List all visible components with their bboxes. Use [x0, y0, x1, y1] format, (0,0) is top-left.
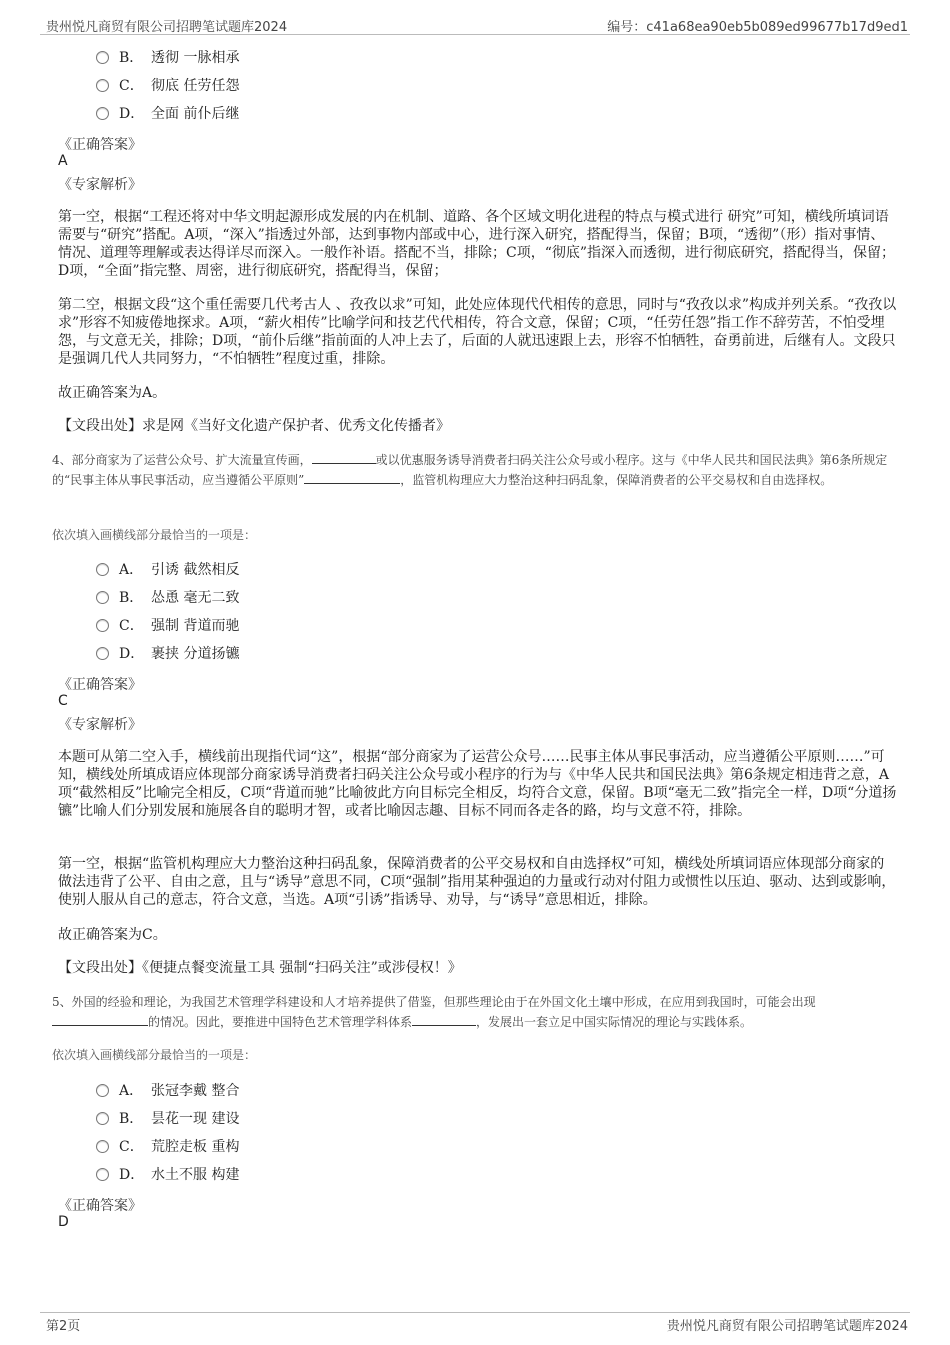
q4-instruction: 依次填入画横线部分最恰当的一项是：	[52, 528, 257, 542]
blank-2	[412, 1013, 476, 1026]
q4-option-b[interactable]: B． 怂恿 毫无二致	[96, 588, 239, 608]
radio-icon[interactable]	[96, 619, 109, 632]
q4-option-d[interactable]: D． 裹挟 分道扬镳	[96, 644, 239, 664]
radio-icon[interactable]	[96, 591, 109, 604]
q5-option-a[interactable]: A． 张冠李戴 整合	[96, 1081, 239, 1101]
q5-option-c[interactable]: C． 荒腔走板 重构	[96, 1137, 239, 1157]
q5-option-b[interactable]: B． 昙花一现 建设	[96, 1109, 239, 1129]
radio-icon[interactable]	[96, 1140, 109, 1153]
q4-analysis-label: 《专家解析》	[58, 717, 142, 733]
q4-option-a[interactable]: A． 引诱 截然相反	[96, 560, 239, 580]
radio-icon[interactable]	[96, 1084, 109, 1097]
q3-analysis-paragraph-1: 第一空，根据“工程还将对中华文明起源形成发展的内在机制、道路、各个区域文明化进程的特点与模式进行 研究”可知，横线所填词语需要与“研究”搭配。A项，“深入”指透过外部，达到事物内部或中心，进行深入研究，搭配得当，保留；B项，“透彻”（形）指对事情、情况、道理等理解或表达得详尽而深入。一般作补语。搭配不当，排除；C项，“彻底”指深入而透彻，进行彻底研究，搭配得当，保留；D项，“全面”指完整、周密，进行彻底研究，搭配得当，保留；	[58, 209, 896, 279]
radio-icon[interactable]	[96, 51, 109, 64]
q4-answer: C	[58, 693, 68, 709]
q4-source	[58, 959, 898, 977]
q3-conclusion: 故正确答案为A。	[58, 385, 167, 401]
q5-answer-label: 《正确答案》	[58, 1198, 142, 1214]
footer-title: 贵州悦凡商贸有限公司招聘笔试题库2024	[666, 1319, 908, 1334]
q4-analysis-paragraph-1: 本题可从第二空入手，横线前出现指代词“这”，根据“部分商家为了运营公众号……民事主体从事民事活动，应当遵循公平原则……”可知，横线处所填成语应体现部分商家诱导消费者扫码关注公众号或小程序的行为与《中华人民共和国民法典》第6条规定相违背之意，A项“截然相反”比喻完全相反，C项“背道而驰”比喻彼此方向目标完全相反，均符合文意，保留。B项“毫无二致”指完全一样，D项“分道扬镳”比喻人们分别发展和施展各自的聪明才智，或者比喻因志趣、目标不同而各走各的路，均与文意不符，排除。	[58, 749, 897, 819]
source-label: 【文段出处】	[58, 960, 142, 976]
page-number: 第2页	[46, 1319, 81, 1334]
radio-icon[interactable]	[96, 107, 109, 120]
q3-answer: A	[58, 153, 68, 169]
q5-answer: D	[58, 1214, 69, 1230]
q5-option-d[interactable]: D． 水土不服 构建	[96, 1165, 239, 1185]
q3-answer-label: 《正确答案》	[58, 137, 142, 153]
q4-option-c[interactable]: C． 强制 背道而驰	[96, 616, 239, 636]
radio-icon[interactable]	[96, 647, 109, 660]
q4-answer-label: 《正确答案》	[58, 677, 142, 693]
blank-1	[312, 451, 376, 464]
q4-conclusion: 故正确答案为C。	[58, 927, 167, 943]
q3-analysis-label: 《专家解析》	[58, 177, 142, 193]
q3-option-b[interactable]: B． 透彻 一脉相承	[96, 48, 239, 68]
q3-source	[58, 417, 898, 435]
q3-analysis-paragraph-2: 第二空，根据文段“这个重任需要几代考古人 、孜孜以求”可知，此处应体现代代相传的意思，同时与“孜孜以求”构成并列关系。“孜孜以求”形容不知疲倦地探求。A项，“薪火相传”比喻学问和技艺代代相传，符合文意，保留；C项，“任劳任怨”指工作不辞劳苦，不怕受埋怨，与文意无关，排除；D项，“前仆后继”指前面的人冲上去了，后面的人就迅速跟上去，形容不怕牺牲，奋勇前进，后继有人。文段只是强调几代人共同努力，“不怕牺牲”程度过重，排除。	[58, 297, 897, 367]
page-footer	[40, 1312, 910, 1334]
blank-1	[52, 1013, 148, 1026]
q5-instruction: 依次填入画横线部分最恰当的一项是：	[52, 1048, 257, 1062]
source-text: 求是网《当好文化遗产保护者、优秀文化传播者》	[142, 418, 450, 434]
q3-option-c[interactable]: C． 彻底 任劳任怨	[96, 76, 239, 96]
radio-icon[interactable]	[96, 563, 109, 576]
q5-stem: 5、外国的经验和理论，为我国艺术管理学科建设和人才培养提供了借鉴，但那些理论由于在外国文化土壤中形成，在应用到我国时，可能会出现的情况。因此，要推进中国特色艺术管理学科体系 ，发展出一套立足中国实际情况的理论与实践体系。	[52, 995, 816, 1029]
radio-icon[interactable]	[96, 1112, 109, 1125]
radio-icon[interactable]	[96, 1168, 109, 1181]
page-header	[40, 14, 910, 35]
source-label: 【文段出处】	[58, 418, 142, 434]
header-doc-id: 编号：c41a68ea90eb5b089ed99677b17d9ed1	[607, 20, 908, 35]
q4-analysis-paragraph-2: 第一空，根据“监管机构理应大力整治这种扫码乱象，保障消费者的公平交易权和自由选择权”可知，横线处所填词语应体现部分商家的做法违背了公平、自由之意，且与“诱导”意思不同，C项“强制”指用某种强迫的力量或行动对付阻力或惯性以压迫、驱动、达到或影响，使别人服从自己的意志，符合文意，当选。A项“引诱”指诱导、劝导，与“诱导”意思相近，排除。	[58, 856, 896, 908]
source-text: 《便捷点餐变流量工具 强制“扫码关注”或涉侵权！》	[142, 960, 462, 976]
header-title: 贵州悦凡商贸有限公司招聘笔试题库2024	[46, 20, 288, 35]
q3-option-d[interactable]: D． 全面 前仆后继	[96, 104, 239, 124]
q4-stem: 4、部分商家为了运营公众号、扩大流量宣传画， 或以优惠服务诱导消费者扫码关注公众号或小程序。这与《中华人民共和国民法典》第6条所规定的“民事主体从事民事活动，应当遵循公平原则” ，监管机构理应大力整治这种扫码乱象，保障消费者的公平交易权和自由选择权。	[52, 453, 888, 487]
radio-icon[interactable]	[96, 79, 109, 92]
blank-2	[304, 471, 400, 484]
